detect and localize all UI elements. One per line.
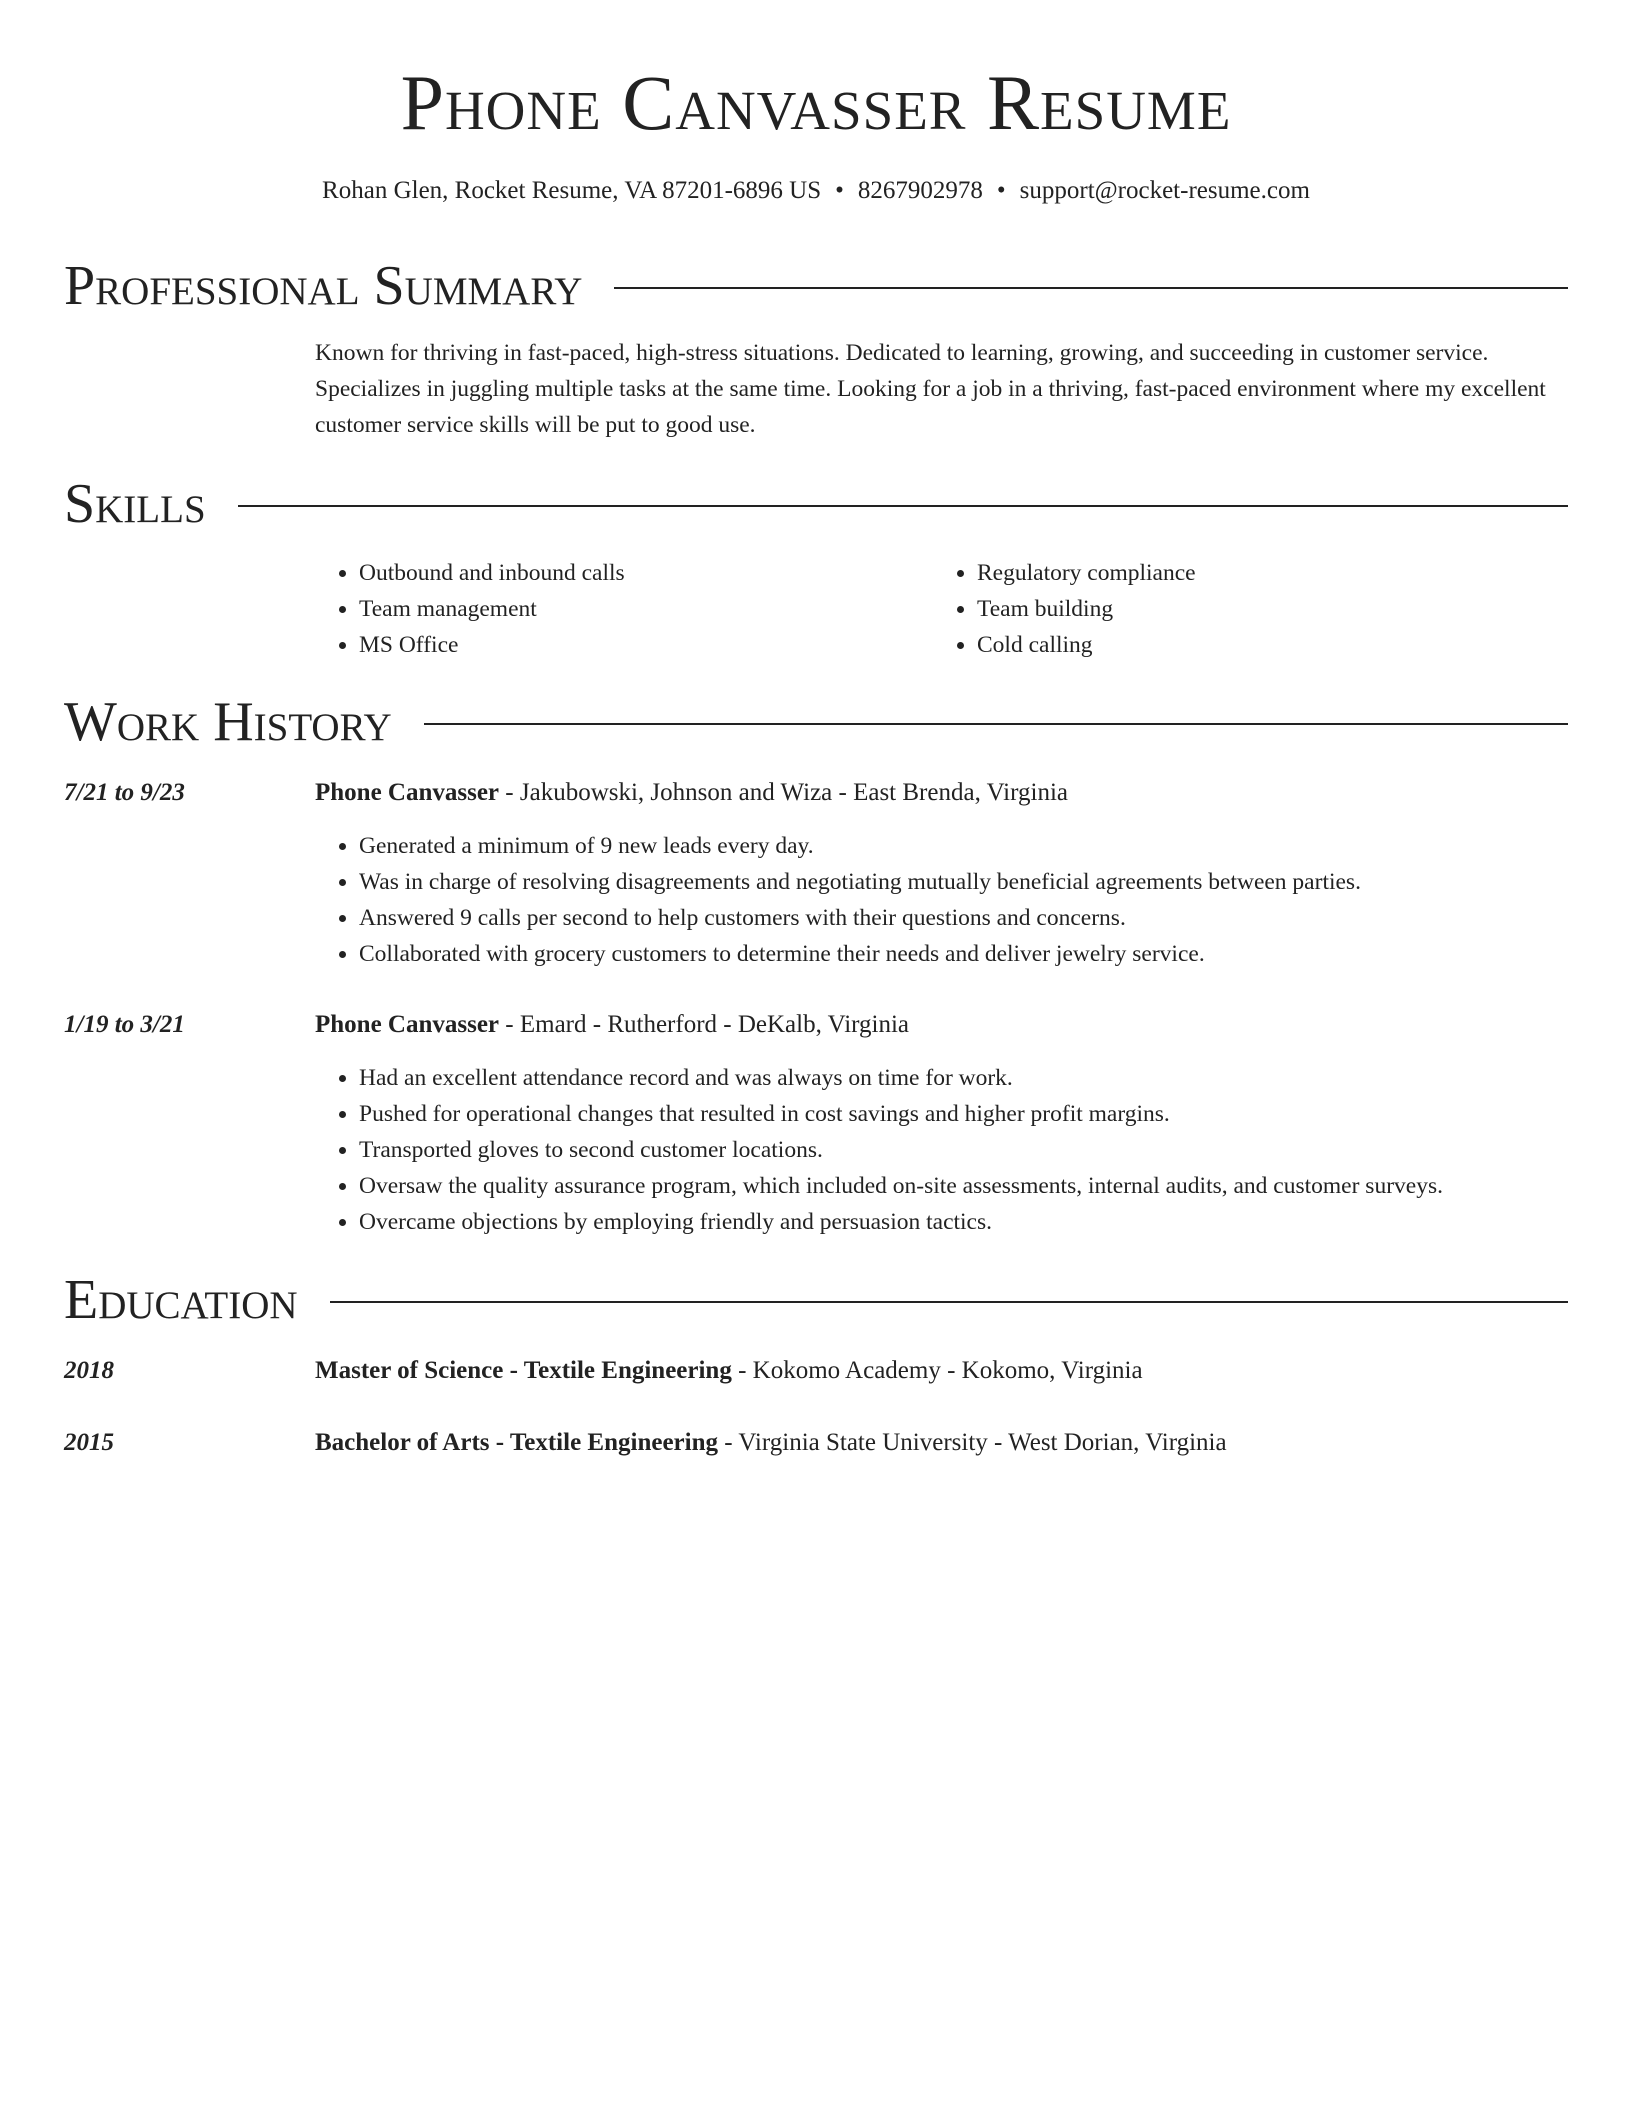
skill-item: • Regulatory compliance	[977, 555, 1551, 591]
job-dates: 7/21 to 9/23	[64, 779, 185, 806]
skills-section-header	[64, 472, 1568, 536]
skill-item: • MS Office	[359, 627, 933, 663]
job-bullet: • Answered 9 calls per second to help customers with their questions and concerns.	[359, 900, 1568, 936]
job-employer: - Emard - Rutherford - DeKalb, Virginia	[499, 1011, 910, 1038]
section-divider	[424, 723, 1568, 725]
skills-column-left	[315, 555, 933, 663]
skills-column-right	[933, 555, 1551, 663]
skill-item: • Outbound and inbound calls	[359, 555, 933, 591]
education-year: 2018	[64, 1357, 114, 1384]
summary-section-header	[64, 254, 1568, 318]
summary-heading: Professional Summary	[64, 255, 583, 317]
job-body	[315, 775, 1568, 972]
work-section-header	[64, 690, 1568, 754]
job-bullets	[315, 828, 1568, 972]
skills-list	[315, 555, 1568, 663]
education-school: - Kokomo Academy - Kokomo, Virginia	[731, 1357, 1143, 1384]
education-degree: Bachelor of Arts - Textile Engineering	[315, 1429, 718, 1456]
contact-phone: 8267902978	[857, 177, 983, 204]
education-title-line	[315, 1425, 1568, 1461]
job-bullet: • Had an excellent attendance record and was always on time for work.	[359, 1060, 1568, 1096]
resume-title: Phone Canvasser Resume	[400, 59, 1232, 146]
education-body	[315, 1353, 1568, 1406]
education-body	[315, 1425, 1568, 1478]
job-bullets	[315, 1060, 1568, 1240]
contact-email: support@rocket-resume.com	[1019, 177, 1310, 204]
contact-line	[64, 174, 1568, 208]
job-title-line	[315, 1007, 1568, 1043]
skills-heading: Skills	[64, 473, 206, 535]
skill-item: • Team management	[359, 591, 933, 627]
job-bullet: • Overcame objections by employing friendly and persuasion tactics.	[359, 1204, 1568, 1240]
section-divider	[614, 287, 1568, 289]
job-bullet: • Pushed for operational changes that resulted in cost savings and higher profit margins.	[359, 1096, 1568, 1132]
job-dates: 1/19 to 3/21	[64, 1011, 185, 1038]
work-heading: Work History	[64, 691, 392, 753]
contact-separator: •	[835, 177, 844, 204]
skill-item: • Cold calling	[977, 627, 1551, 663]
skill-item: • Team building	[977, 591, 1551, 627]
summary-text: Known for thriving in fast-paced, high-stress situations. Dedicated to learning, growing, and succeeding in customer service. Specializes in juggling multiple tasks at the same time. Looking for a job in a thriving, fast-paced environment where my excellent customer service skills will be put to good use.	[315, 340, 1546, 438]
job-bullet: • Was in charge of resolving disagreements and negotiating mutually beneficial agreements between parties.	[359, 864, 1568, 900]
job-body	[315, 1007, 1568, 1240]
job-bullet: • Oversaw the quality assurance program, which included on-site assessments, internal audits, and customer surveys.	[359, 1168, 1568, 1204]
education-title-line	[315, 1353, 1568, 1389]
education-school: - Virginia State University - West Dorian, Virginia	[718, 1429, 1227, 1456]
job-title: Phone Canvasser	[315, 1011, 500, 1038]
education-degree: Master of Science - Textile Engineering	[315, 1357, 732, 1384]
job-title: Phone Canvasser	[315, 779, 500, 806]
job-bullet: • Generated a minimum of 9 new leads every day.	[359, 828, 1568, 864]
job-bullet: • Collaborated with grocery customers to determine their needs and deliver jewelry service.	[359, 936, 1568, 972]
education-year: 2015	[64, 1429, 114, 1456]
job-employer: - Jakubowski, Johnson and Wiza - East Brenda, Virginia	[499, 779, 1068, 806]
job-bullet: • Transported gloves to second customer locations.	[359, 1132, 1568, 1168]
section-divider	[238, 505, 1568, 507]
education-section-header	[64, 1268, 1568, 1332]
job-title-line	[315, 775, 1568, 811]
contact-address: Rohan Glen, Rocket Resume, VA 87201-6896 US	[322, 177, 822, 204]
education-heading: Education	[64, 1269, 298, 1331]
section-divider	[330, 1301, 1568, 1303]
contact-separator: •	[996, 177, 1006, 204]
